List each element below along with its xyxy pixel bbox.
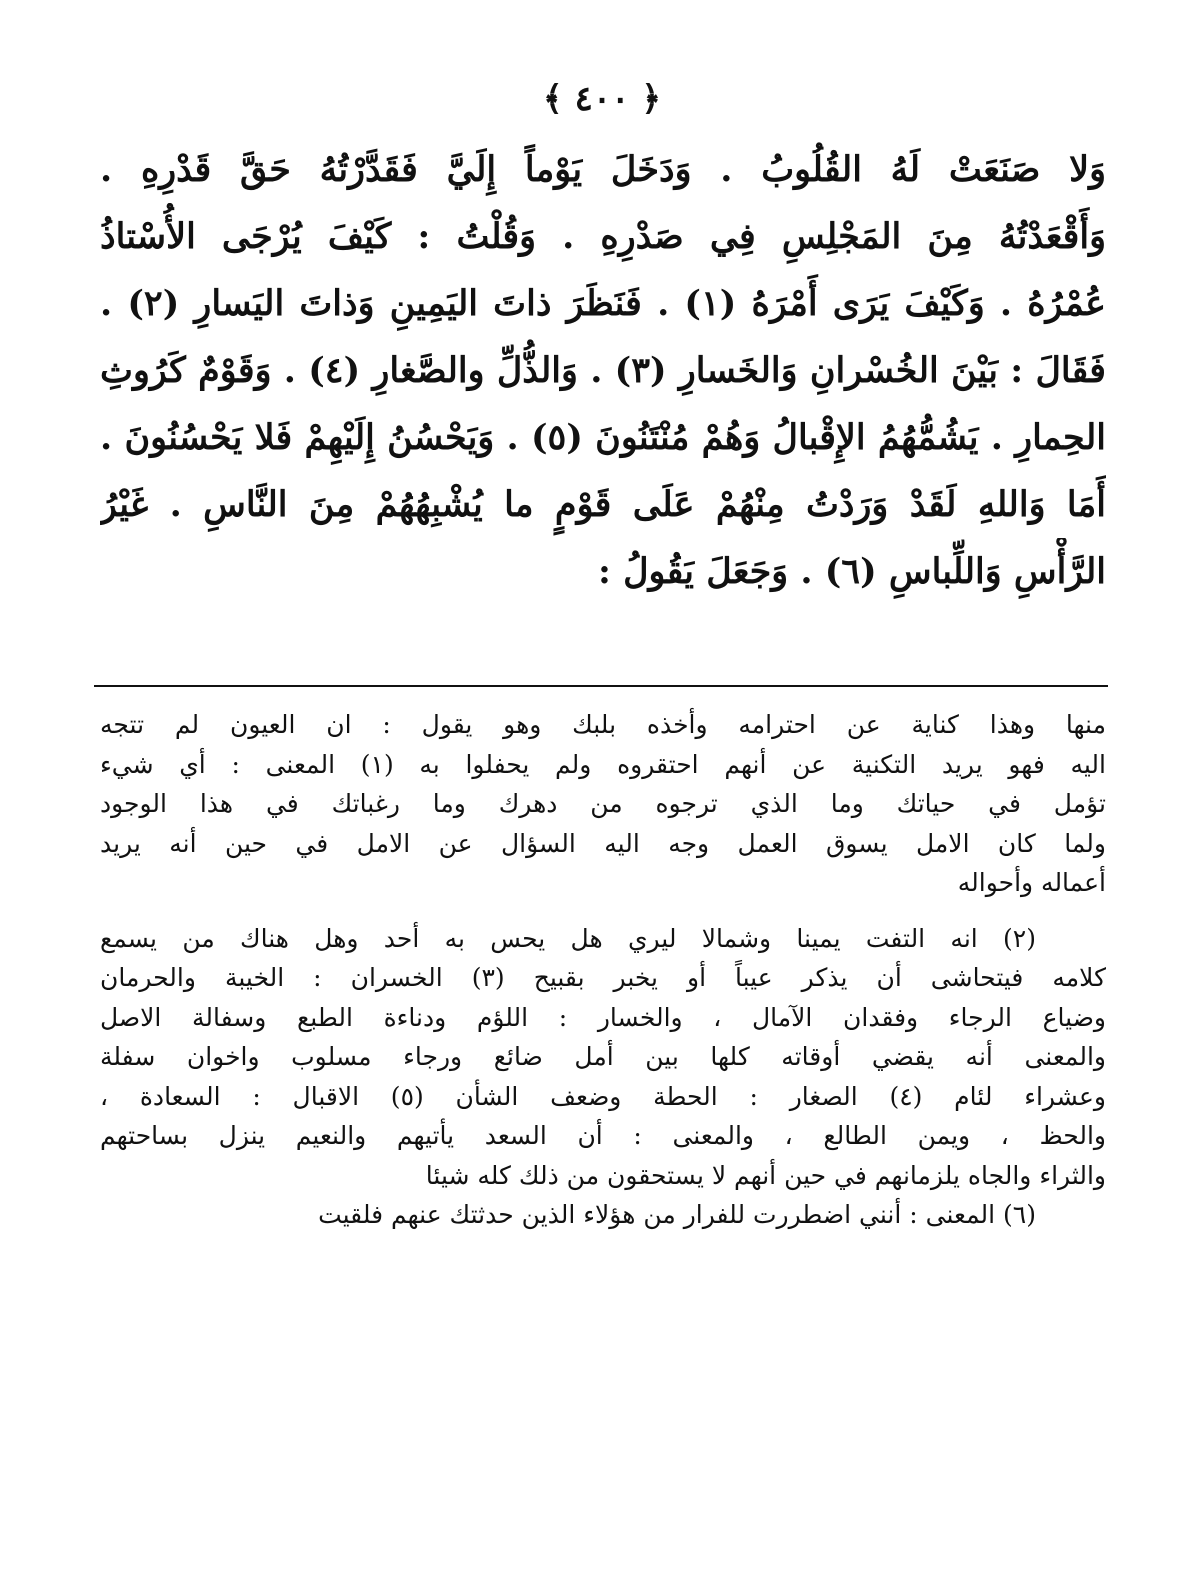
main-text-line: أَمَا وَاللهِ لَقَدْ وَرَدْتُ مِنْهُمْ عَلَى قَوْمٍ ما يُشْبِهُهُمْ مِنَ النَّاسِ . غَيْرُ	[100, 484, 1106, 525]
footnotes	[100, 705, 1106, 1235]
footnote-line: والحظ ، ويمن الطالع ، والمعنى : أن السعد يأتيهم والنعيم ينزل بساحتهم	[100, 1121, 1106, 1150]
page-number: ﴿ ٤٠٠ ﴾	[542, 79, 662, 119]
main-text-line: فَقَالَ : بَيْنَ الخُسْرانِ وَالخَسارِ (٣) . وَالذُّلِّ والصَّغارِ (٤) . وَقَوْمٌ كَرُوثِ	[100, 350, 1106, 391]
footnote-line: أعماله وأحواله	[957, 868, 1106, 897]
footnote-line: تؤمل في حياتك وما الذي ترجوه من دهرك وما رغباتك في هذا الوجود	[100, 789, 1106, 818]
main-text-line: عُمْرُهُ . وَكَيْفَ يَرَى أَمْرَهُ (١) . فَنَظَرَ ذاتَ اليَمِينِ وَذاتَ اليَسارِ (٢) .	[100, 283, 1106, 324]
footnote-line: وعشراء لئام (٤) الصغار : الحطة وضعف الشأن (٥) الاقبال : السعادة ،	[100, 1081, 1106, 1111]
main-text-line: الحِمارِ . يَشُمُّهُمُ الإِقْبالُ وَهُمْ مُنْتَنُونَ (٥) . وَيَحْسُنُ إِلَيْهِمْ فَلا يَحْسُنُونَ .	[100, 417, 1106, 458]
footnote-line: كلامه فيتحاشى أن يذكر عيباً أو يخبر بقبيح (٣) الخسران : الخيبة والحرمان	[100, 963, 1106, 992]
footnote-line: والمعنى أنه يقضي أوقاته كلها بين أمل ضائع ورجاء مسلوب واخوان سفلة	[100, 1042, 1106, 1071]
footnote-line: اليه فهو يريد التكنية عن أنهم احتقروه ولم يحفلوا به (١) المعنى : أي شيء	[100, 749, 1106, 779]
footnote-line: ولما كان الامل يسوق العمل وجه اليه السؤال عن الامل في حين أنه يريد	[100, 828, 1106, 858]
footnote-line: (٢) انه التفت يمينا وشمالا ليري هل يحس به أحد وهل هناك من يسمع	[100, 923, 1036, 953]
main-text-line: وَلا صَنَعَتْ لَهُ القُلُوبُ . وَدَخَلَ يَوْماً إِلَيَّ فَقَدَّرْتُهُ حَقَّ قَدْرِهِ .	[100, 149, 1106, 190]
main-text-body	[100, 136, 1106, 605]
footnote-line: (٦) المعنى : أنني اضطررت للفرار من هؤلاء الذين حدثتك عنهم فلقيت	[318, 1200, 1036, 1229]
footnote-line: منها وهذا كناية عن احترامه وأخذه بلبك وهو يقول : ان العيون لم تتجه	[100, 710, 1106, 739]
footnote-line: وضياع الرجاء وفقدان الآمال ، والخسار : اللؤم ودناءة الطبع وسفالة الاصل	[100, 1002, 1106, 1032]
footnote-divider	[94, 685, 1108, 687]
main-text-line: الرَّأْسِ وَاللِّباسِ (٦) . وَجَعَلَ يَقُولُ :	[597, 551, 1106, 592]
footnote-line: والثراء والجاه يلزمانهم في حين أنهم لا يستحقون من ذلك كله شيئا	[425, 1160, 1106, 1190]
main-text-line: وَأَقْعَدْتُهُ مِنَ المَجْلِسِ فِي صَدْرِهِ . وَقُلْتُ : كَيْفَ يُرْجَى الأُسْتاذُ	[100, 216, 1106, 257]
footnote-gap	[100, 903, 1106, 919]
